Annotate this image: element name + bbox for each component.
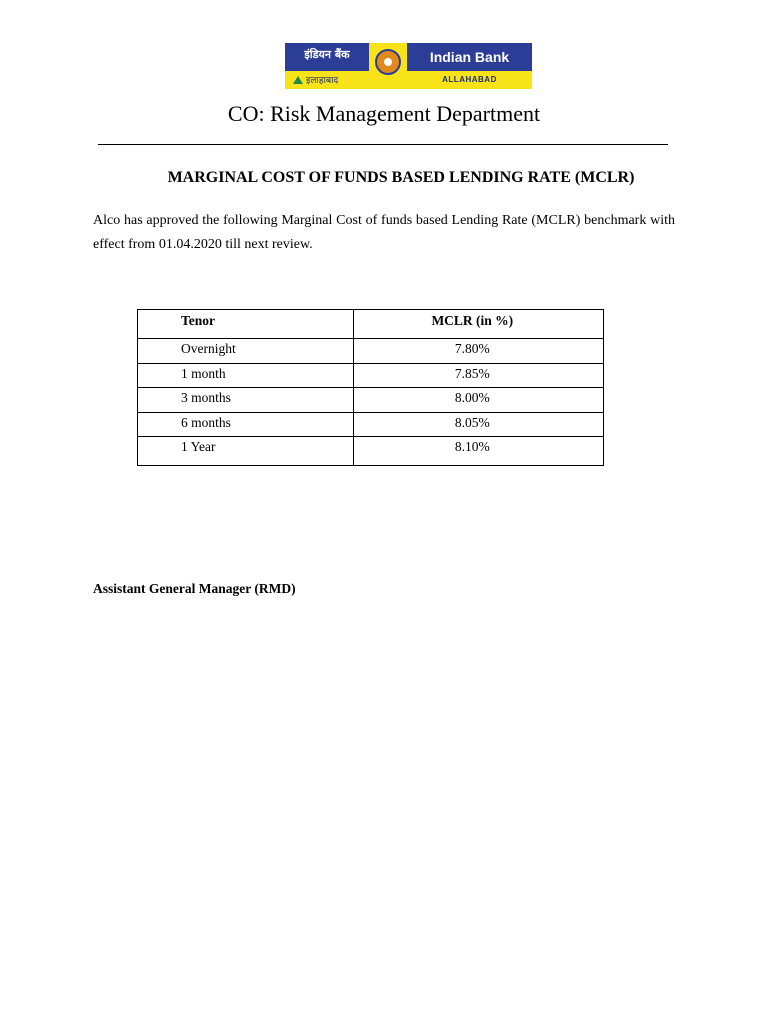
table-row	[138, 339, 604, 364]
rate-cell: 8.00%	[353, 388, 603, 413]
department-title: CO: Risk Management Department	[227, 101, 541, 126]
document-heading: MARGINAL COST OF FUNDS BASED LENDING RATE (MCLR)	[167, 169, 635, 186]
bank-logo	[285, 43, 532, 89]
tenor-cell: Overnight	[138, 339, 354, 364]
signatory: Assistant General Manager (RMD)	[93, 581, 296, 596]
logo-english-panel	[407, 43, 532, 89]
rate-cell: 7.80%	[353, 339, 603, 364]
logo-emblem-panel	[369, 43, 407, 89]
tenor-cell: 1 month	[138, 363, 354, 388]
tenor-cell: 1 Year	[138, 437, 354, 466]
logo-hindi-sub: इलाहाबाद	[306, 76, 339, 86]
bank-emblem-icon	[375, 49, 401, 75]
table-row	[138, 412, 604, 437]
logo-hindi-panel	[285, 43, 369, 89]
rate-cell: 8.05%	[353, 412, 603, 437]
mclr-table	[137, 309, 604, 466]
tenor-cell: 6 months	[138, 412, 354, 437]
header-divider	[98, 144, 668, 145]
table-row	[138, 363, 604, 388]
header-mclr: MCLR (in %)	[353, 310, 603, 339]
header-tenor: Tenor	[138, 310, 354, 339]
table-row	[138, 388, 604, 413]
triangle-icon	[293, 76, 303, 84]
logo-english-sub: ALLAHABAD	[442, 75, 497, 84]
rate-cell: 8.10%	[353, 437, 603, 466]
rate-cell: 7.85%	[353, 363, 603, 388]
table-header-row	[138, 310, 604, 339]
logo-english-name: Indian Bank	[429, 49, 510, 65]
logo-hindi-name: इंडियन बैंक	[304, 48, 350, 61]
tenor-cell: 3 months	[138, 388, 354, 413]
intro-paragraph: Alco has approved the following Marginal Cost of funds based Lending Rate (MCLR) benchmark with effect from 01.04.2020 till next review.	[93, 213, 675, 252]
table-row	[138, 437, 604, 466]
